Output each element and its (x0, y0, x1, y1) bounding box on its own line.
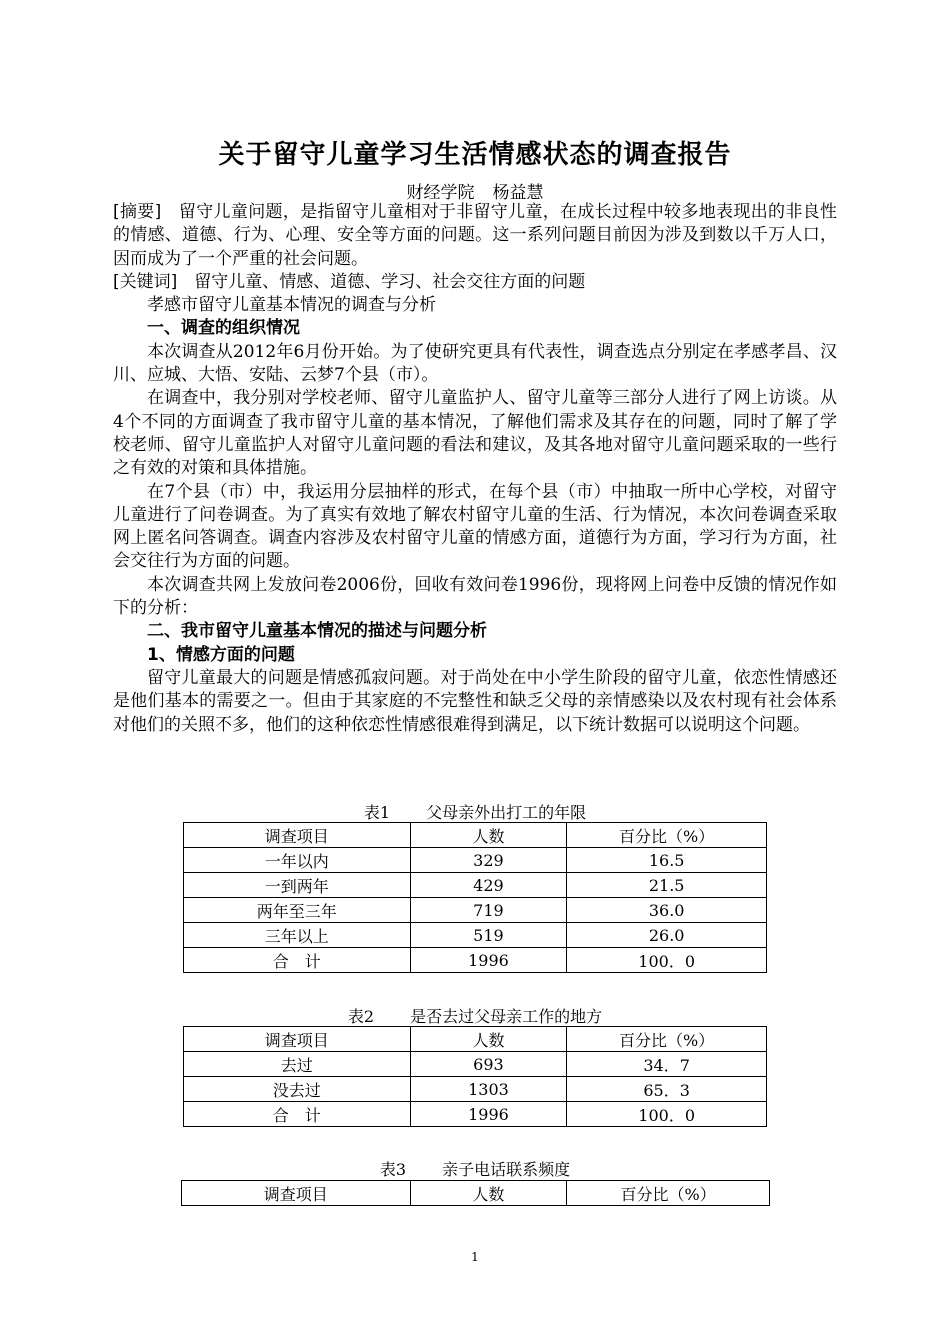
page-number: 1 (471, 1250, 479, 1264)
table-cell: 100．0 (567, 948, 767, 973)
table-header-cell: 人数 (410, 823, 567, 848)
table-cell: 65．3 (567, 1077, 767, 1102)
table3-number: 表3 (379, 1160, 407, 1179)
table-header-cell: 人数 (410, 1027, 567, 1052)
table-header-row (184, 823, 767, 848)
table-row (184, 848, 767, 873)
keywords-text: 留守儿童、情感、道德、学习、社会交往方面的问题 (194, 271, 586, 292)
table-cell: 合 计 (184, 948, 411, 973)
section1-paragraph-3: 在7个县（市）中，我运用分层抽样的形式，在每个县（市）中抽取一所中心学校，对留守儿童进行了问卷调查。为了真实有效地了解农村留守儿童的生活、行为情况，本次问卷调查采取网上匿名问答调查。调查内容涉及农村留守儿童的情感方面，道德行为方面，学习行为方面，社会交往行为方面的问题。 (113, 481, 837, 572)
table-row (184, 923, 767, 948)
table-header-cell: 调查项目 (184, 1027, 411, 1052)
table2-caption (0, 1004, 950, 1027)
table2 (183, 1026, 767, 1127)
table2-number: 表2 (347, 1007, 375, 1026)
table1 (183, 822, 767, 973)
table-cell: 26.0 (567, 923, 767, 948)
table-cell: 1996 (410, 1102, 567, 1127)
section1-paragraph-4: 本次调查共网上发放问卷2006份，回收有效问卷1996份，现将网上问卷中反馈的情况作如下的分析： (113, 574, 837, 619)
keywords (113, 271, 837, 294)
author-name: 杨益慧 (492, 183, 544, 203)
table-cell: 合 计 (184, 1102, 411, 1127)
table-cell: 719 (410, 898, 567, 923)
abstract (113, 201, 837, 271)
table-cell: 16.5 (567, 848, 767, 873)
table-cell: 两年至三年 (184, 898, 411, 923)
section2-paragraph-1: 留守儿童最大的问题是情感孤寂问题。对于尚处在中小学生阶段的留守儿童，依恋性情感还是他们基本的需要之一。但由于其家庭的不完整性和缺乏父母的亲情感染以及农村现有社会体系对他们的关照不多，他们的这种依恋性情感很难得到满足，以下统计数据可以说明这个问题。 (113, 667, 837, 735)
section1-paragraph-1: 本次调查从2012年6月份开始。为了使研究更具有代表性，调查选点分别定在孝感孝昌、汉川、应城、大悟、安陆、云梦7个县（市）。 (113, 341, 837, 386)
report-title: 关于留守儿童学习生活情感状态的调查报告 (218, 140, 732, 170)
table-header-cell: 百分比（%） (567, 1181, 770, 1206)
section1-paragraph-2: 在调查中，我分别对学校老师、留守儿童监护人、留守儿童等三部分人进行了网上访谈。从4个不同的方面调查了我市留守儿童的基本情况，了解他们需求及其存在的问题，同时了解了学校老师、留守儿童监护人对留守儿童问题的看法和建议，及其各地对留守儿童问题采取的一些行之有效的对策和具体措施。 (113, 388, 837, 479)
table3-caption (0, 1157, 950, 1180)
table-cell: 34．7 (567, 1052, 767, 1077)
table-row (184, 873, 767, 898)
section2-heading: 二、我市留守儿童基本情况的描述与问题分析 (147, 621, 487, 642)
abstract-label: [摘要] (113, 202, 162, 222)
table-cell: 1996 (410, 948, 567, 973)
table-cell: 三年以上 (184, 923, 411, 948)
table-cell: 去过 (184, 1052, 411, 1077)
subtitle: 孝感市留守儿童基本情况的调查与分析 (147, 295, 436, 316)
table1-caption (0, 800, 950, 823)
table-cell: 一年以内 (184, 848, 411, 873)
table-row-total (184, 948, 767, 973)
author-school: 财经学院 (406, 183, 475, 203)
table-cell: 一到两年 (184, 873, 411, 898)
table-cell: 329 (410, 848, 567, 873)
keywords-label: [关键词] (113, 271, 178, 292)
table-header-cell: 人数 (410, 1181, 567, 1206)
table3-title: 亲子电话联系频度 (442, 1160, 571, 1179)
author-line (0, 178, 950, 203)
table-row (184, 1077, 767, 1102)
table2-title: 是否去过父母亲工作的地方 (410, 1007, 603, 1026)
table-header-cell: 百分比（%） (567, 1027, 767, 1052)
section2-subheading: 1、情感方面的问题 (147, 644, 295, 665)
table-header-cell: 调查项目 (182, 1181, 411, 1206)
table-cell: 429 (410, 873, 567, 898)
table-header-cell: 调查项目 (184, 823, 411, 848)
section1-heading: 一、调查的组织情况 (147, 318, 300, 339)
table-cell: 21.5 (567, 873, 767, 898)
body-text (113, 201, 837, 737)
table-cell: 693 (410, 1052, 567, 1077)
table-header-row (184, 1027, 767, 1052)
table-header-row (182, 1181, 770, 1206)
table-cell: 36.0 (567, 898, 767, 923)
table-cell: 没去过 (184, 1077, 411, 1102)
table1-title: 父母亲外出打工的年限 (426, 803, 587, 822)
table-row-total (184, 1102, 767, 1127)
table-cell: 1303 (410, 1077, 567, 1102)
table-cell: 519 (410, 923, 567, 948)
table-header-cell: 百分比（%） (567, 823, 767, 848)
table1-number: 表1 (363, 803, 391, 822)
table-cell: 100．0 (567, 1102, 767, 1127)
table-row (184, 1052, 767, 1077)
table3 (181, 1180, 770, 1206)
table-row (184, 898, 767, 923)
abstract-text: 留守儿童问题，是指留守儿童相对于非留守儿童，在成长过程中较多地表现出的非良性的情感、道德、行为、心理、安全等方面的问题。这一系列问题目前因为涉及到数以千万人口，因而成为了一个严重的社会问题。 (113, 202, 838, 269)
